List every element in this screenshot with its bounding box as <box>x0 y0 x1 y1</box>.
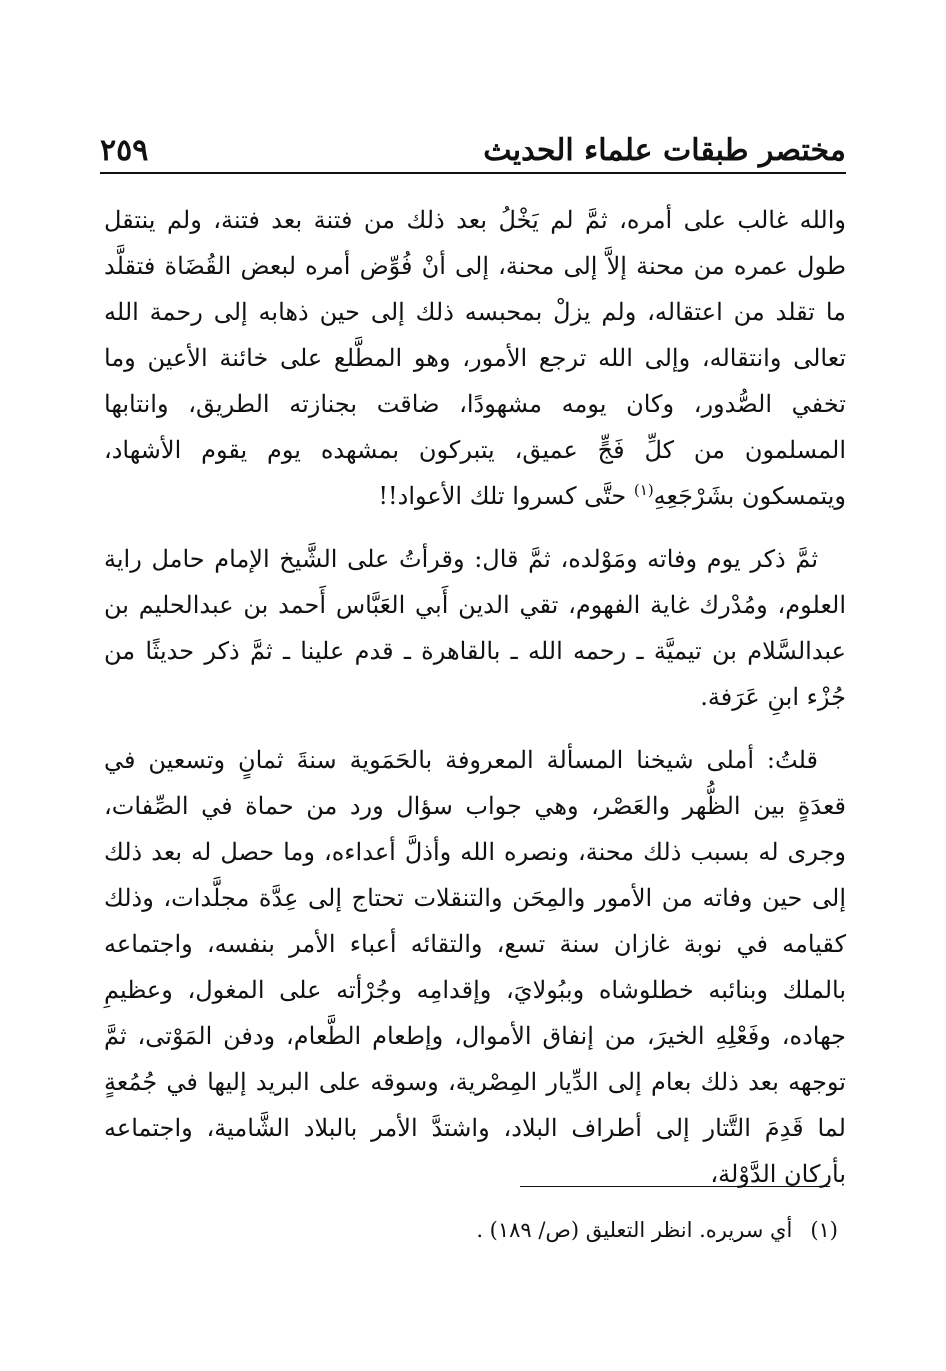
paragraph-2: ثمَّ ذكر يوم وفاته ومَوْلده، ثمَّ قال: وقرأتُ على الشَّيخ الإمام حامل راية العلوم، ومُدْرك غاية الفهوم، تقي الدين أَبي العَبَّاس أَحمد بن عبدالحليم بن عبدالسَّلام بن تيميَّة ـ رحمه الله ـ بالقاهرة ـ قدم علينا ـ ثمَّ ذكر حديثًا من جُزْء ابنِ عَرَفة. <box>104 545 846 711</box>
paragraph-1-tail: حتَّى كسروا تلك الأعواد!! <box>378 482 627 510</box>
footnote-number: (١) <box>810 1218 838 1242</box>
paragraph-1 <box>104 197 846 519</box>
footnote-reference: (١) <box>633 481 654 499</box>
paragraph-1-text: والله غالب على أمره، ثمَّ لم يَخْلُ بعد ذلك من فتنة بعد فتنة، ولم ينتقل طول عمره من محنة إلاَّ إلى محنة، إلى أنْ فُوِّض أمره لبعض القُضَاة فتقلَّد ما تقلد من اعتقاله، ولم يزلْ بمحبسه ذلك إلى حين ذهابه إلى رحمة الله تعالى وانتقاله، وإلى الله ترجع الأمور، وهو المطَّلع على خائنة الأعين وما تخفي الصُّدور، وكان يومه مشهودًا، ضاقت بجنازته الطريق، وانتابها المسلمون من كلِّ فَجٍّ عميق، يتبركون بمشهده يوم يقوم الأشهاد، ويتمسكون بشَرْجَعِهِ <box>104 206 847 510</box>
footnote-separator <box>520 1186 830 1187</box>
header-rule <box>100 172 846 174</box>
page-number: ٢٥٩ <box>100 133 149 168</box>
footnote <box>476 1214 838 1246</box>
main-text <box>104 197 846 1214</box>
running-title: مختصر طبقات علماء الحديث <box>483 133 846 168</box>
footnote-text: أي سريره. انظر التعليق (ص/ ١٨٩) . <box>476 1218 793 1242</box>
page-header <box>100 128 846 168</box>
paragraph-3: قلتُ: أملى شيخنا المسألة المعروفة بالحَمَوية سنةَ ثمانٍ وتسعين في قعدَةٍ بين الظُّهر والعَصْر، وهي جواب سؤال ورد من حماة في الصِّفات، وجرى له بسبب ذلك محنة، ونصره الله وأذلَّ أعداءه، وما حصل له بعد ذلك إلى حين وفاته من الأمور والمِحَن والتنقلات تحتاج إلى عِدَّة مجلَّدات، وذلك كقيامه في نوبة غازان سنة تسع، والتقائه أعباء الأمر بنفسه، واجتماعه بالملك وبنائبه خطلوشاه وببُولايَ، وإقدامِه وجُرْأته على المغول، وعظيمِ جهاده، وفَعْلِهِ الخيرَ، من إنفاق الأموال، وإطعام الطَّعام، ودفن المَوْتى، ثمَّ توجهه بعد ذلك بعام إلى الدِّيار المِصْرية، وسوقه على البريد إليها في جُمُعةٍ لما قَدِمَ التَّتار إلى أطراف البلاد، واشتدَّ الأمر بالبلاد الشَّامية، واجتماعه بأركان الدَّوْلة، <box>104 746 847 1188</box>
